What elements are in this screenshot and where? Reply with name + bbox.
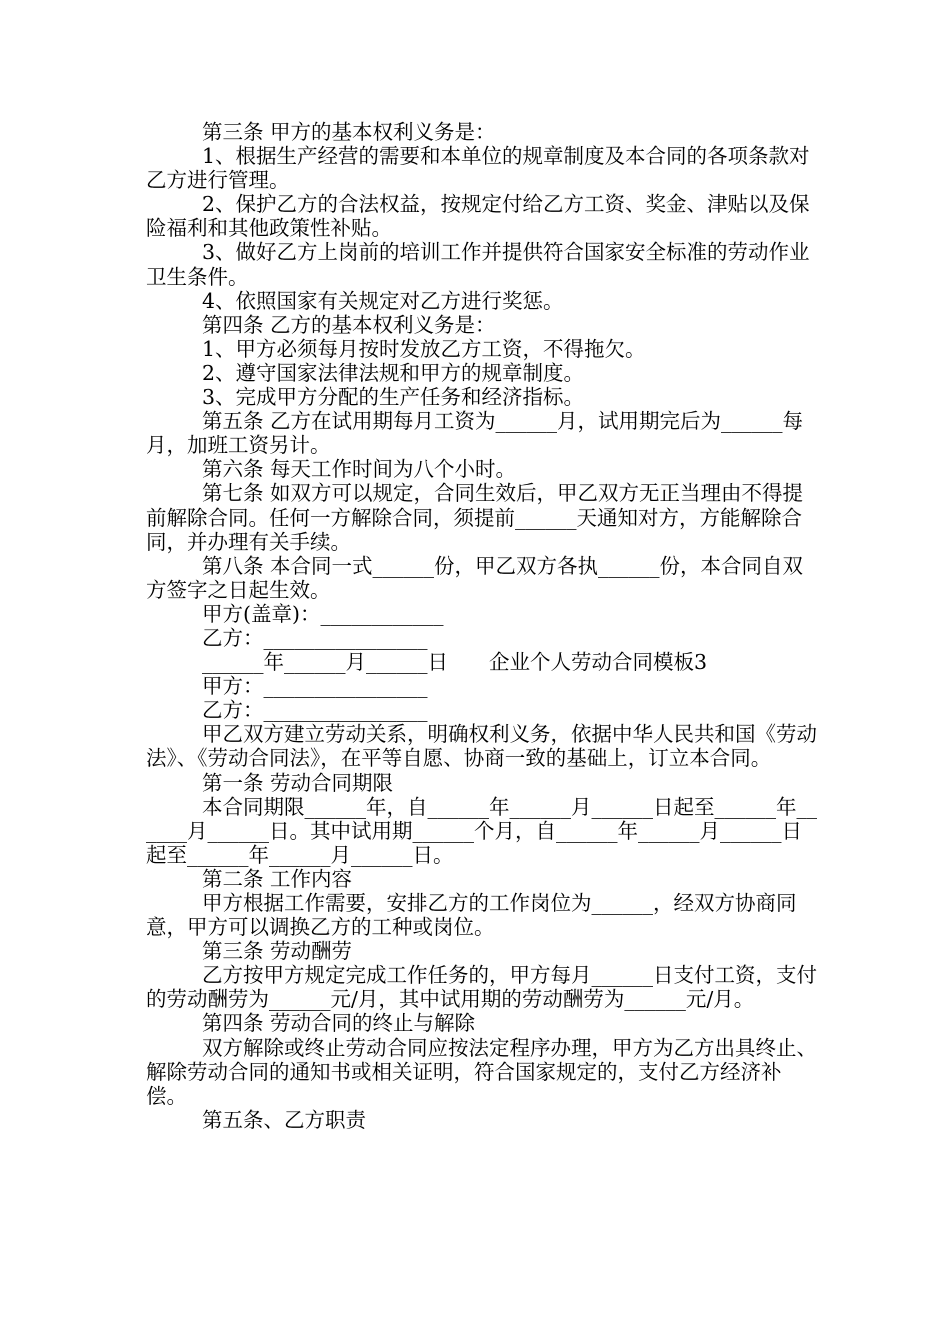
section-heading: 第五条、乙方职责: [202, 1107, 366, 1132]
document-body: [146, 120, 818, 1132]
paragraph: 1、根据生产经营的需要和本单位的规章制度及本合同的各项条款对乙方进行管理。: [146, 144, 810, 193]
paragraph: 3、完成甲方分配的生产任务和经济指标。: [202, 385, 585, 410]
paragraph: 双方解除或终止劳动合同应按法定程序办理，甲方为乙方出具终止、解除劳动合同的通知书或相关证明，符合国家规定的，支付乙方经济补偿。: [146, 1035, 817, 1108]
paragraph: 第四条 乙方的基本权利义务是：: [202, 312, 496, 337]
paragraph: 2、保护乙方的合法权益，按规定付给乙方工资、奖金、津贴以及保险福利和其他政策性补贴。: [146, 192, 810, 241]
section-heading: 第四条 劳动合同的终止与解除: [202, 1011, 476, 1036]
date-line: ______年______月______日 企业个人劳动合同模板3: [202, 650, 708, 675]
paragraph: 甲乙双方建立劳动关系，明确权利义务，依据中华人民共和国《劳动法》、《劳动合同法》，在平等自愿、协商一致的基础上，订立本合同。: [146, 722, 817, 771]
paragraph: 第六条 每天工作时间为八个小时。: [202, 457, 517, 482]
paragraph: 第八条 本合同一式______份，甲乙双方各执______份，本合同自双方签字之日起生效。: [146, 553, 804, 602]
section-heading: 第三条 劳动酬劳: [202, 939, 353, 964]
paragraph: 本合同期限______年，自______年______月______日起至______年______月______日。其中试用期______个月，自______年______月______日起至______年______月______日。: [146, 794, 817, 867]
paragraph: 乙方按甲方规定完成工作任务的，甲方每月______日支付工资，支付的劳动酬劳为______元/月，其中试用期的劳动酬劳为______元/月。: [146, 963, 817, 1012]
paragraph: 甲方根据工作需要，安排乙方的工作岗位为______，经双方协商同意，甲方可以调换乙方的工种或岗位。: [146, 891, 797, 940]
section-heading: 第一条 劳动合同期限: [202, 770, 394, 795]
paragraph: 1、甲方必须每月按时发放乙方工资，不得拖欠。: [202, 336, 646, 361]
paragraph: 4、依照国家有关规定对乙方进行奖惩。: [202, 288, 564, 313]
paragraph: 第五条 乙方在试用期每月工资为______月，试用期完后为______每月，加班工资另计。: [146, 409, 804, 458]
signature-line: 乙方：________________: [202, 698, 428, 723]
signature-line: 甲方：________________: [202, 674, 428, 699]
signature-line: 甲方(盖章)：____________: [202, 601, 444, 626]
paragraph: 3、做好乙方上岗前的培训工作并提供符合国家安全标准的劳动作业卫生条件。: [146, 240, 810, 289]
signature-line: 乙方：________________: [202, 625, 428, 650]
paragraph: 第七条 如双方可以规定，合同生效后，甲乙双方无正当理由不得提前解除合同。任何一方解除合同，须提前______天通知对方，方能解除合同，并办理有关手续。: [146, 481, 804, 554]
section-heading: 第二条 工作内容: [202, 866, 353, 891]
paragraph: 第三条 甲方的基本权利义务是：: [202, 120, 496, 144]
paragraph: 2、遵守国家法律法规和甲方的规章制度。: [202, 360, 585, 385]
